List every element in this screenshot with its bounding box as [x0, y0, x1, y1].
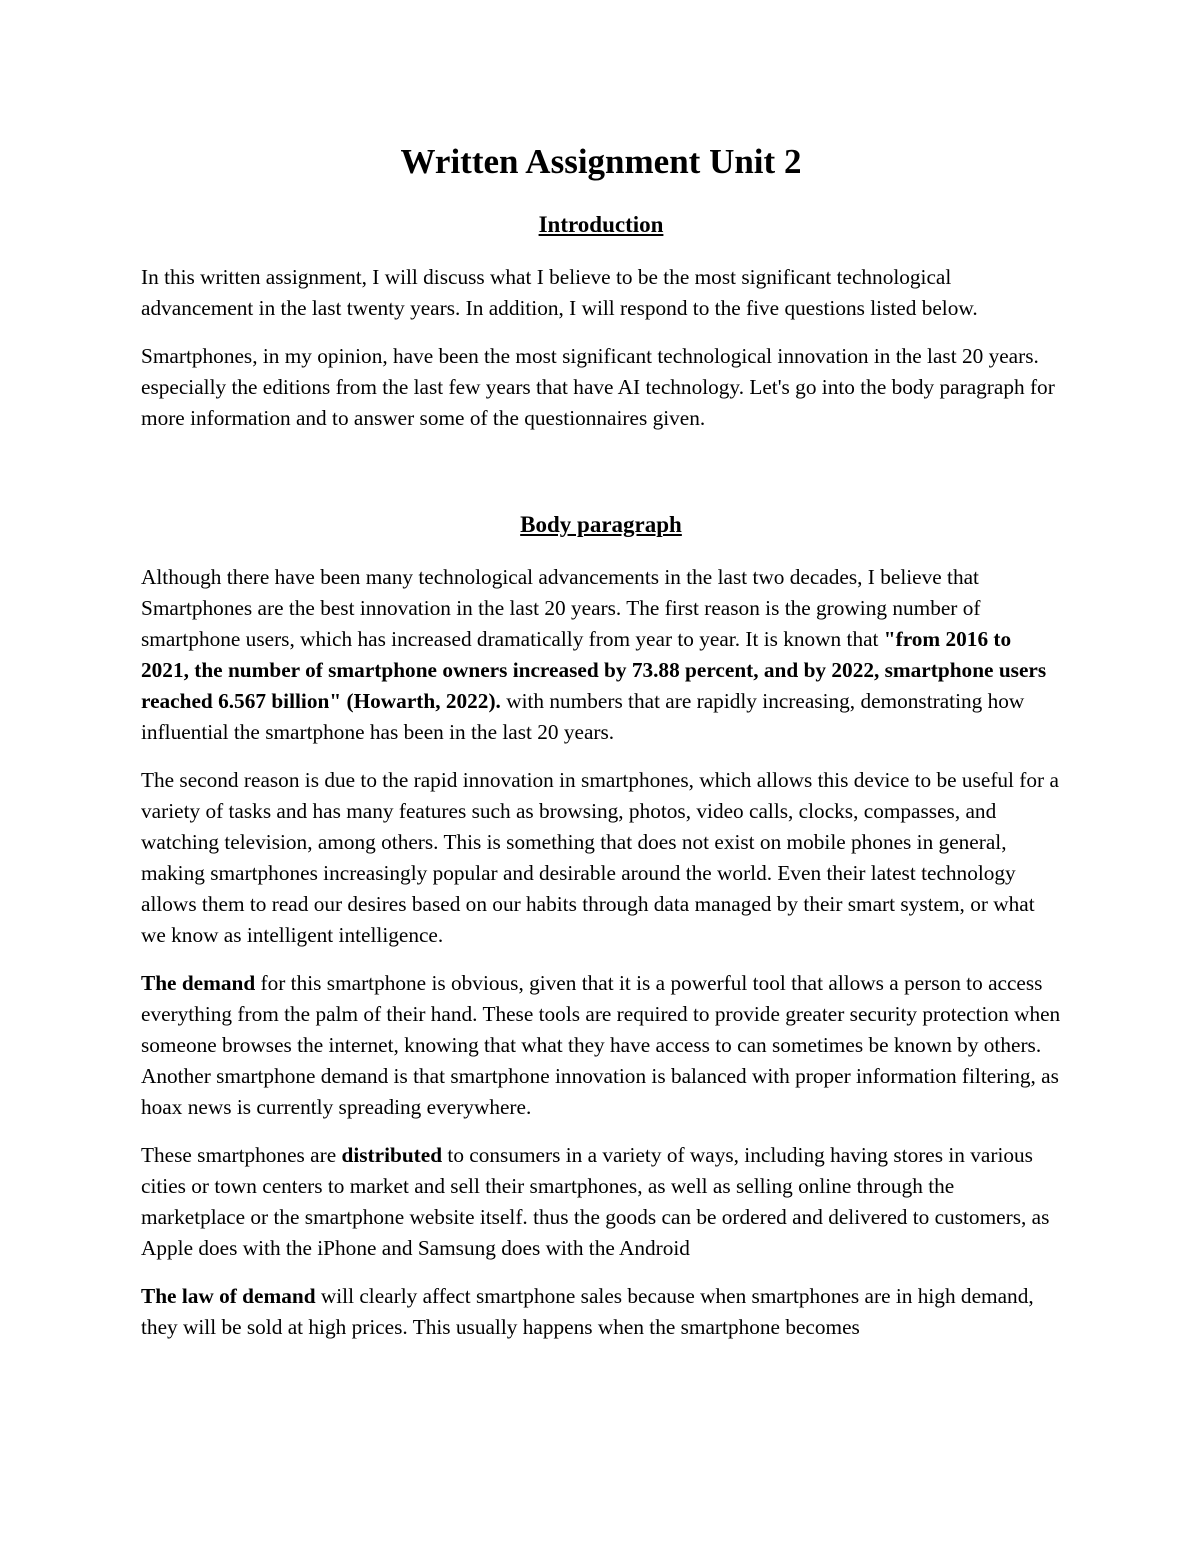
body-paragraph-4 — [141, 1140, 1061, 1264]
introduction-heading: Introduction — [538, 212, 664, 237]
body-paragraph-3 — [141, 968, 1061, 1123]
body-paragraph-1 — [141, 562, 1061, 748]
howarth-quote: "from 2016 to 2021, the number of smartphone owners increased by 73.88 percent, and by 2022, smartphone users reached 6.567 billion" (Howarth, 2022). — [141, 627, 1047, 713]
introduction-paragraph-1: In this written assignment, I will discuss what I believe to be the most significant technological advancement in the last twenty years. In addition, I will respond to the five questions listed below. — [141, 265, 978, 320]
body-p1-text-before: Although there have been many technological advancements in the last two decades, I believe that Smartphones are the best innovation in the last 20 years. The first reason is the growing number of smartphone users, which has increased dramatically from year to year. It is known that — [141, 565, 981, 651]
body-p3-text: for this smartphone is obvious, given that it is a powerful tool that allows a person to access everything from the palm of their hand. These tools are required to provide greater security protection when someone browses the internet, knowing that what they have access to can sometimes be known by others. Another smartphone demand is that smartphone innovation is balanced with proper information filtering, as hoax news is currently spreading everywhere. — [141, 971, 1061, 1119]
distributed-term: distributed — [341, 1143, 443, 1167]
body-p4-text-before: These smartphones are — [141, 1143, 342, 1167]
body-paragraph-2: The second reason is due to the rapid innovation in smartphones, which allows this device to be useful for a variety of tasks and has many features such as browsing, photos, video calls, clocks, compasses, and watching television, among others. This is something that does not exist on mobile phones in general, making smartphones increasingly popular and desirable around the world. Even their latest technology allows them to read our desires based on our habits through data managed by their smart system, or what we know as intelligent intelligence. — [141, 768, 1059, 947]
introduction-paragraph-2: Smartphones, in my opinion, have been the most significant technological innovation in the last 20 years. especially the editions from the last few years that have AI technology. Let's go into the body paragraph for more information and to answer some of the questionnaires given. — [141, 344, 1055, 430]
demand-term: The demand — [141, 971, 256, 995]
document-content — [141, 140, 1061, 1343]
body-paragraph-heading: Body paragraph — [520, 512, 682, 537]
body-p1-text-after: with numbers that are rapidly increasing, demonstrating how influential the smartphone has been in the last 20 years. — [141, 689, 1025, 744]
document-title: Written Assignment Unit 2 — [400, 142, 802, 181]
law-of-demand-term: The law of demand — [141, 1284, 316, 1308]
body-p5-text: will clearly affect smartphone sales because when smartphones are in high demand, they will be sold at high prices. This usually happens when the smartphone becomes — [141, 1284, 1034, 1339]
body-p4-text-after: to consumers in a variety of ways, including having stores in various cities or town centers to market and sell their smartphones, as well as selling online through the marketplace or the smartphone website itself. thus the goods can be ordered and delivered to customers, as Apple does with the iPhone and Samsung does with the Android — [141, 1143, 1050, 1260]
body-paragraph-5 — [141, 1281, 1061, 1343]
